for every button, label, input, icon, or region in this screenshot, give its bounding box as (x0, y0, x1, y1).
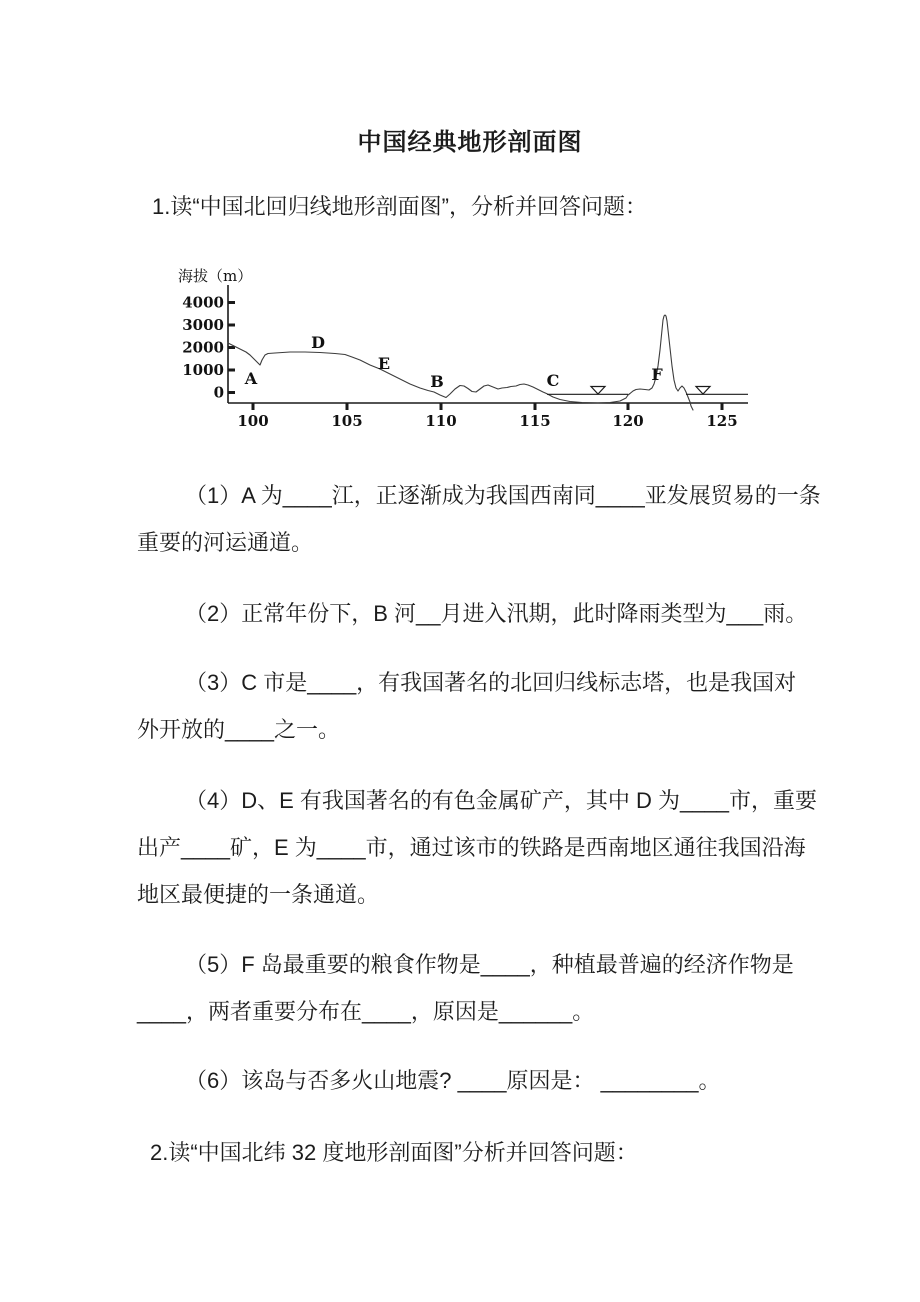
x-tick-120: 120 (612, 412, 644, 430)
point-label-e: E (377, 354, 391, 373)
elevation-profile-chart (170, 258, 770, 443)
y-tick-1000: 1000 (182, 361, 224, 379)
water-level-mark-icon (591, 387, 605, 395)
intro-question-1: 1.读“中国北回归线地形剖面图”，分析并回答问题： (152, 194, 648, 219)
x-tick-125: 125 (706, 412, 738, 430)
x-tick-115: 115 (519, 412, 551, 430)
question-1-line-2: 重要的河运通道。 (137, 530, 314, 555)
point-label-c: C (546, 371, 560, 390)
water-level-mark-icon (696, 387, 710, 395)
point-label-d: D (311, 333, 325, 352)
y-tick-0: 0 (213, 383, 224, 402)
point-label-b: B (430, 372, 444, 391)
point-label-a: A (244, 369, 258, 388)
intro-question-2: 2.读“中国北纬 32 度地形剖面图”分析并回答问题： (150, 1140, 638, 1165)
question-3-line-1: （3）C 市是____，有我国著名的北回归线标志塔，也是我国对 (185, 670, 797, 695)
elevation-profile-svg (170, 258, 770, 443)
x-tick-105: 105 (331, 412, 363, 430)
question-5-line-2: ____，两者重要分布在____，原因是______。 (137, 999, 595, 1024)
y-tick-2000: 2000 (182, 338, 224, 357)
question-5-line-1: （5）F 岛最重要的粮食作物是____，种植最普遍的经济作物是 (185, 952, 794, 977)
question-4-line-1: （4）D、E 有我国著名的有色金属矿产，其中 D 为____市，重要 (185, 788, 817, 813)
question-3-line-2: 外开放的____之一。 (137, 717, 340, 742)
y-tick-4000: 4000 (182, 293, 224, 312)
question-1-line-1: （1）A 为____江，正逐渐成为我国西南同____亚发展贸易的一条 (185, 483, 821, 508)
y-axis-label: 海拔（m） (178, 267, 253, 285)
question-4-line-3: 地区最便捷的一条通道。 (137, 882, 380, 907)
page-title: 中国经典地形剖面图 (357, 129, 583, 156)
x-tick-100: 100 (237, 412, 269, 430)
x-tick-110: 110 (425, 412, 457, 430)
point-label-f: F (651, 365, 663, 384)
terrain-profile-path (228, 315, 693, 410)
question-2-line-1: （2）正常年份下，B 河__月进入汛期，此时降雨类型为___雨。 (185, 601, 808, 626)
y-tick-marks (228, 303, 235, 393)
y-tick-3000: 3000 (182, 316, 224, 334)
question-4-line-2: 出产____矿，E 为____市，通过该市的铁路是西南地区通往我国沿海 (137, 835, 806, 860)
x-tick-marks (253, 403, 722, 410)
question-6-line-1: （6）该岛与否多火山地震? ____原因是： ________。 (185, 1068, 721, 1093)
